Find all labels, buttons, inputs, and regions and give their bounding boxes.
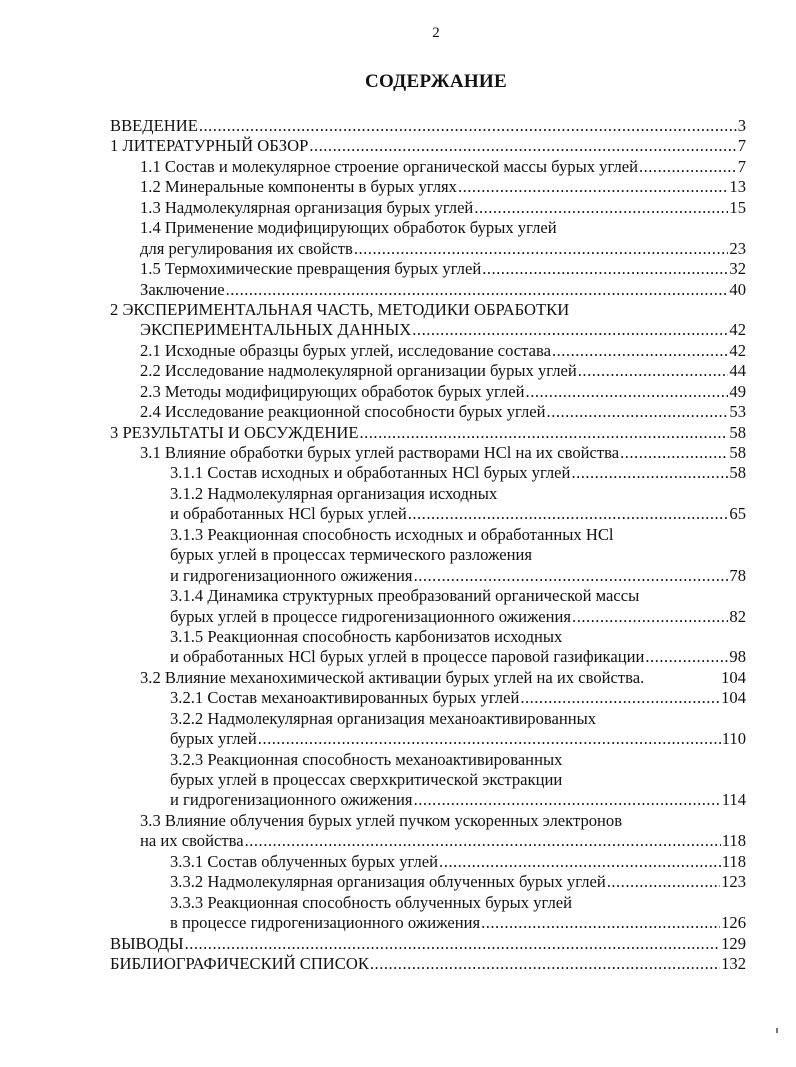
toc-entry-title: 3.1.1 Состав исходных и обработанных HCl бурых углей	[170, 463, 571, 483]
toc-entry-page: 98	[729, 647, 746, 667]
toc-entry-page: 58	[729, 443, 746, 462]
scan-mark	[776, 1028, 778, 1033]
toc-entry-title: бурых углей в процессе гидрогенизационного ожижения	[170, 606, 572, 626]
toc-entry-title: 3.3.2 Надмолекулярная организация облученных бурых углей	[170, 872, 606, 892]
toc-entry	[110, 790, 746, 810]
toc-entry	[110, 300, 746, 320]
toc-entry-page: 78	[729, 565, 746, 585]
dot-leader	[639, 157, 737, 177]
dot-leader	[414, 790, 721, 810]
toc-entry-title: в процессе гидрогенизационного ожижения	[170, 913, 481, 933]
toc-entry-page: 65	[729, 504, 746, 524]
toc-entry	[110, 647, 746, 667]
toc-entry-title: 2.3 Методы модифицирующих обработок бурых углей	[140, 381, 525, 401]
toc-entry-title: 1.5 Термохимические превращения бурых углей	[140, 259, 482, 279]
toc-entry-page: 23	[729, 238, 746, 258]
toc-entry-page: 3	[737, 116, 746, 135]
dot-leader	[458, 177, 728, 197]
toc-entry	[110, 770, 746, 790]
toc-entry-title: на их свойства	[140, 831, 244, 851]
toc-entry	[110, 320, 746, 340]
dot-leader	[620, 443, 728, 463]
toc-entry-page: 123	[721, 872, 746, 892]
toc-entry	[110, 484, 746, 504]
dot-leader	[474, 198, 728, 218]
toc-entry-title: 2.4 Исследование реакционной способности бурых углей	[140, 402, 546, 422]
toc-entry	[110, 218, 746, 238]
toc-entry-title: 3.2.1 Состав механоактивированных бурых углей	[170, 688, 520, 708]
toc-entry-title: для регулирования их свойств	[140, 238, 353, 258]
toc-entry	[110, 198, 746, 218]
dot-leader	[552, 341, 728, 361]
dot-leader	[414, 566, 729, 586]
table-of-contents	[110, 116, 746, 974]
toc-entry	[110, 136, 746, 156]
toc-entry-title: 3.1.5 Реакционная способность карбонизатов исходных	[170, 626, 563, 646]
toc-entry-page: 104	[721, 667, 746, 687]
toc-entry-title: ВВЕДЕНИЕ	[110, 116, 198, 135]
toc-entry-title: БИБЛИОГРАФИЧЕСКИЙ СПИСОК	[110, 953, 369, 973]
toc-entry-title: 1.2 Минеральные компоненты в бурых углях	[140, 177, 457, 197]
toc-entry-page: 40	[729, 279, 746, 299]
toc-entry-page: 42	[729, 340, 746, 360]
toc-entry	[110, 402, 746, 422]
toc-entry	[110, 443, 746, 463]
toc-entry	[110, 423, 746, 443]
page-title: СОДЕРЖАНИЕ	[365, 71, 507, 92]
toc-entry-page: 42	[729, 320, 746, 340]
dot-leader	[578, 361, 729, 381]
dot-leader	[309, 136, 736, 156]
dot-leader	[354, 239, 729, 259]
toc-entry-title: 1.4 Применение модифицирующих обработок бурых углей	[140, 218, 557, 238]
toc-entry	[110, 525, 746, 545]
toc-entry-title: ЭКСПЕРИМЕНТАЛЬНЫХ ДАННЫХ	[140, 320, 412, 340]
toc-entry	[110, 627, 746, 647]
toc-entry-page: 15	[729, 197, 746, 217]
toc-entry-page: 7	[737, 156, 746, 176]
toc-entry-title: 3 РЕЗУЛЬТАТЫ И ОБСУЖДЕНИЕ	[110, 422, 359, 442]
toc-entry-title: 3.1.4 Динамика структурных преобразований органической массы	[170, 586, 640, 606]
dot-leader	[520, 688, 720, 708]
toc-entry	[110, 934, 746, 954]
dot-leader	[185, 934, 721, 954]
toc-entry-title: 3.2 Влияние механохимической активации бурых углей на их свойства.	[140, 667, 645, 687]
toc-entry-page: 44	[729, 361, 746, 381]
toc-entry-title: Заключение	[140, 279, 225, 299]
toc-entry-page: 129	[721, 933, 746, 953]
toc-entry-title: 2 ЭКСПЕРИМЕНТАЛЬНАЯ ЧАСТЬ, МЕТОДИКИ ОБРАБОТКИ	[110, 299, 570, 319]
toc-entry-title: ВЫВОДЫ	[110, 933, 184, 953]
toc-entry-page: 118	[721, 851, 746, 871]
toc-entry-page: 104	[721, 688, 746, 708]
toc-entry-title: 1.3 Надмолекулярная организация бурых углей	[140, 197, 474, 217]
toc-entry-page: 53	[729, 402, 746, 422]
toc-entry	[110, 831, 746, 851]
toc-entry	[110, 504, 746, 524]
toc-entry	[110, 893, 746, 913]
toc-entry	[110, 688, 746, 708]
toc-entry-page: 49	[729, 381, 746, 401]
dot-leader	[408, 504, 729, 524]
toc-entry-title: бурых углей в процессах сверхкритической экстракции	[170, 770, 563, 789]
toc-entry	[110, 382, 746, 402]
toc-entry	[110, 341, 746, 361]
toc-entry-title: 3.3 Влияние облучения бурых углей пучком ускоренных электронов	[140, 810, 623, 830]
toc-entry-title: 3.1.3 Реакционная способность исходных и обработанных HCl	[170, 524, 614, 544]
dot-leader	[571, 463, 728, 483]
toc-entry	[110, 852, 746, 872]
toc-entry	[110, 157, 746, 177]
toc-entry	[110, 116, 746, 136]
dot-leader	[607, 872, 720, 892]
toc-entry-page: 58	[729, 422, 746, 442]
toc-entry-page: 82	[729, 606, 746, 626]
toc-entry	[110, 586, 746, 606]
toc-entry-title: 3.2.2 Надмолекулярная организация механоактивированных	[170, 708, 597, 728]
toc-entry-page: 58	[729, 463, 746, 483]
toc-entry-page: 110	[721, 729, 746, 749]
toc-entry-title: бурых углей в процессах термического разложения	[170, 545, 533, 565]
dot-leader	[258, 729, 721, 749]
dot-leader	[645, 647, 728, 667]
dot-leader	[439, 852, 721, 872]
toc-entry	[110, 259, 746, 279]
dot-leader	[482, 259, 728, 279]
dot-leader	[412, 320, 728, 340]
toc-entry-title: и обработанных HCl бурых углей в процессе паровой газификации	[170, 647, 645, 667]
toc-entry-page: 132	[721, 953, 746, 973]
toc-entry-title: и гидрогенизационного ожижения	[170, 565, 413, 585]
toc-entry-page: 114	[721, 790, 746, 810]
toc-entry-title: 3.1 Влияние обработки бурых углей растворами HCl на их свойства	[140, 443, 620, 462]
toc-entry-title: 3.2.3 Реакционная способность механоактивированных	[170, 749, 563, 769]
dot-leader	[199, 116, 737, 136]
page-number: 2	[432, 25, 440, 41]
toc-entry	[110, 280, 746, 300]
dot-leader	[359, 423, 728, 443]
toc-entry-title: 2.1 Исходные образцы бурых углей, исследование состава	[140, 340, 551, 360]
dot-leader	[572, 607, 728, 627]
toc-entry-title: 2.2 Исследование надмолекулярной организации бурых углей	[140, 361, 577, 381]
toc-entry	[110, 811, 746, 831]
toc-entry	[110, 913, 746, 933]
toc-entry-title: 3.3.1 Состав облученных бурых углей	[170, 851, 439, 871]
dot-leader	[547, 402, 729, 422]
toc-entry-title: 1.1 Состав и молекулярное строение органической массы бурых углей	[140, 156, 638, 176]
toc-entry-title: 3.1.2 Надмолекулярная организация исходных	[170, 483, 498, 503]
toc-entry	[110, 607, 746, 627]
toc-entry-page: 126	[721, 913, 746, 933]
dot-leader	[245, 831, 721, 851]
toc-entry	[110, 709, 746, 729]
toc-entry-page: 7	[737, 136, 746, 156]
toc-entry-title: 3.3.3 Реакционная способность облученных бурых углей	[170, 892, 573, 912]
dot-leader	[526, 382, 729, 402]
toc-entry-title: бурых углей	[170, 729, 257, 749]
toc-entry	[110, 750, 746, 770]
toc-entry-page: 118	[721, 831, 746, 851]
toc-entry	[110, 954, 746, 974]
toc-entry	[110, 545, 746, 565]
toc-entry-page: 32	[729, 259, 746, 279]
dot-leader	[370, 954, 720, 974]
toc-entry	[110, 566, 746, 586]
toc-entry	[110, 729, 746, 749]
toc-entry	[110, 463, 746, 483]
toc-entry	[110, 239, 746, 259]
dot-leader	[226, 280, 729, 300]
toc-entry	[110, 668, 746, 688]
toc-entry	[110, 872, 746, 892]
dot-leader	[481, 913, 720, 933]
toc-entry	[110, 361, 746, 381]
toc-entry-title: 1 ЛИТЕРАТУРНЫЙ ОБЗОР	[110, 136, 309, 156]
toc-entry-title: и гидрогенизационного ожижения	[170, 790, 413, 810]
toc-entry-title: и обработанных HCl бурых углей	[170, 504, 407, 524]
toc-entry-page: 13	[729, 177, 746, 197]
toc-entry	[110, 177, 746, 197]
